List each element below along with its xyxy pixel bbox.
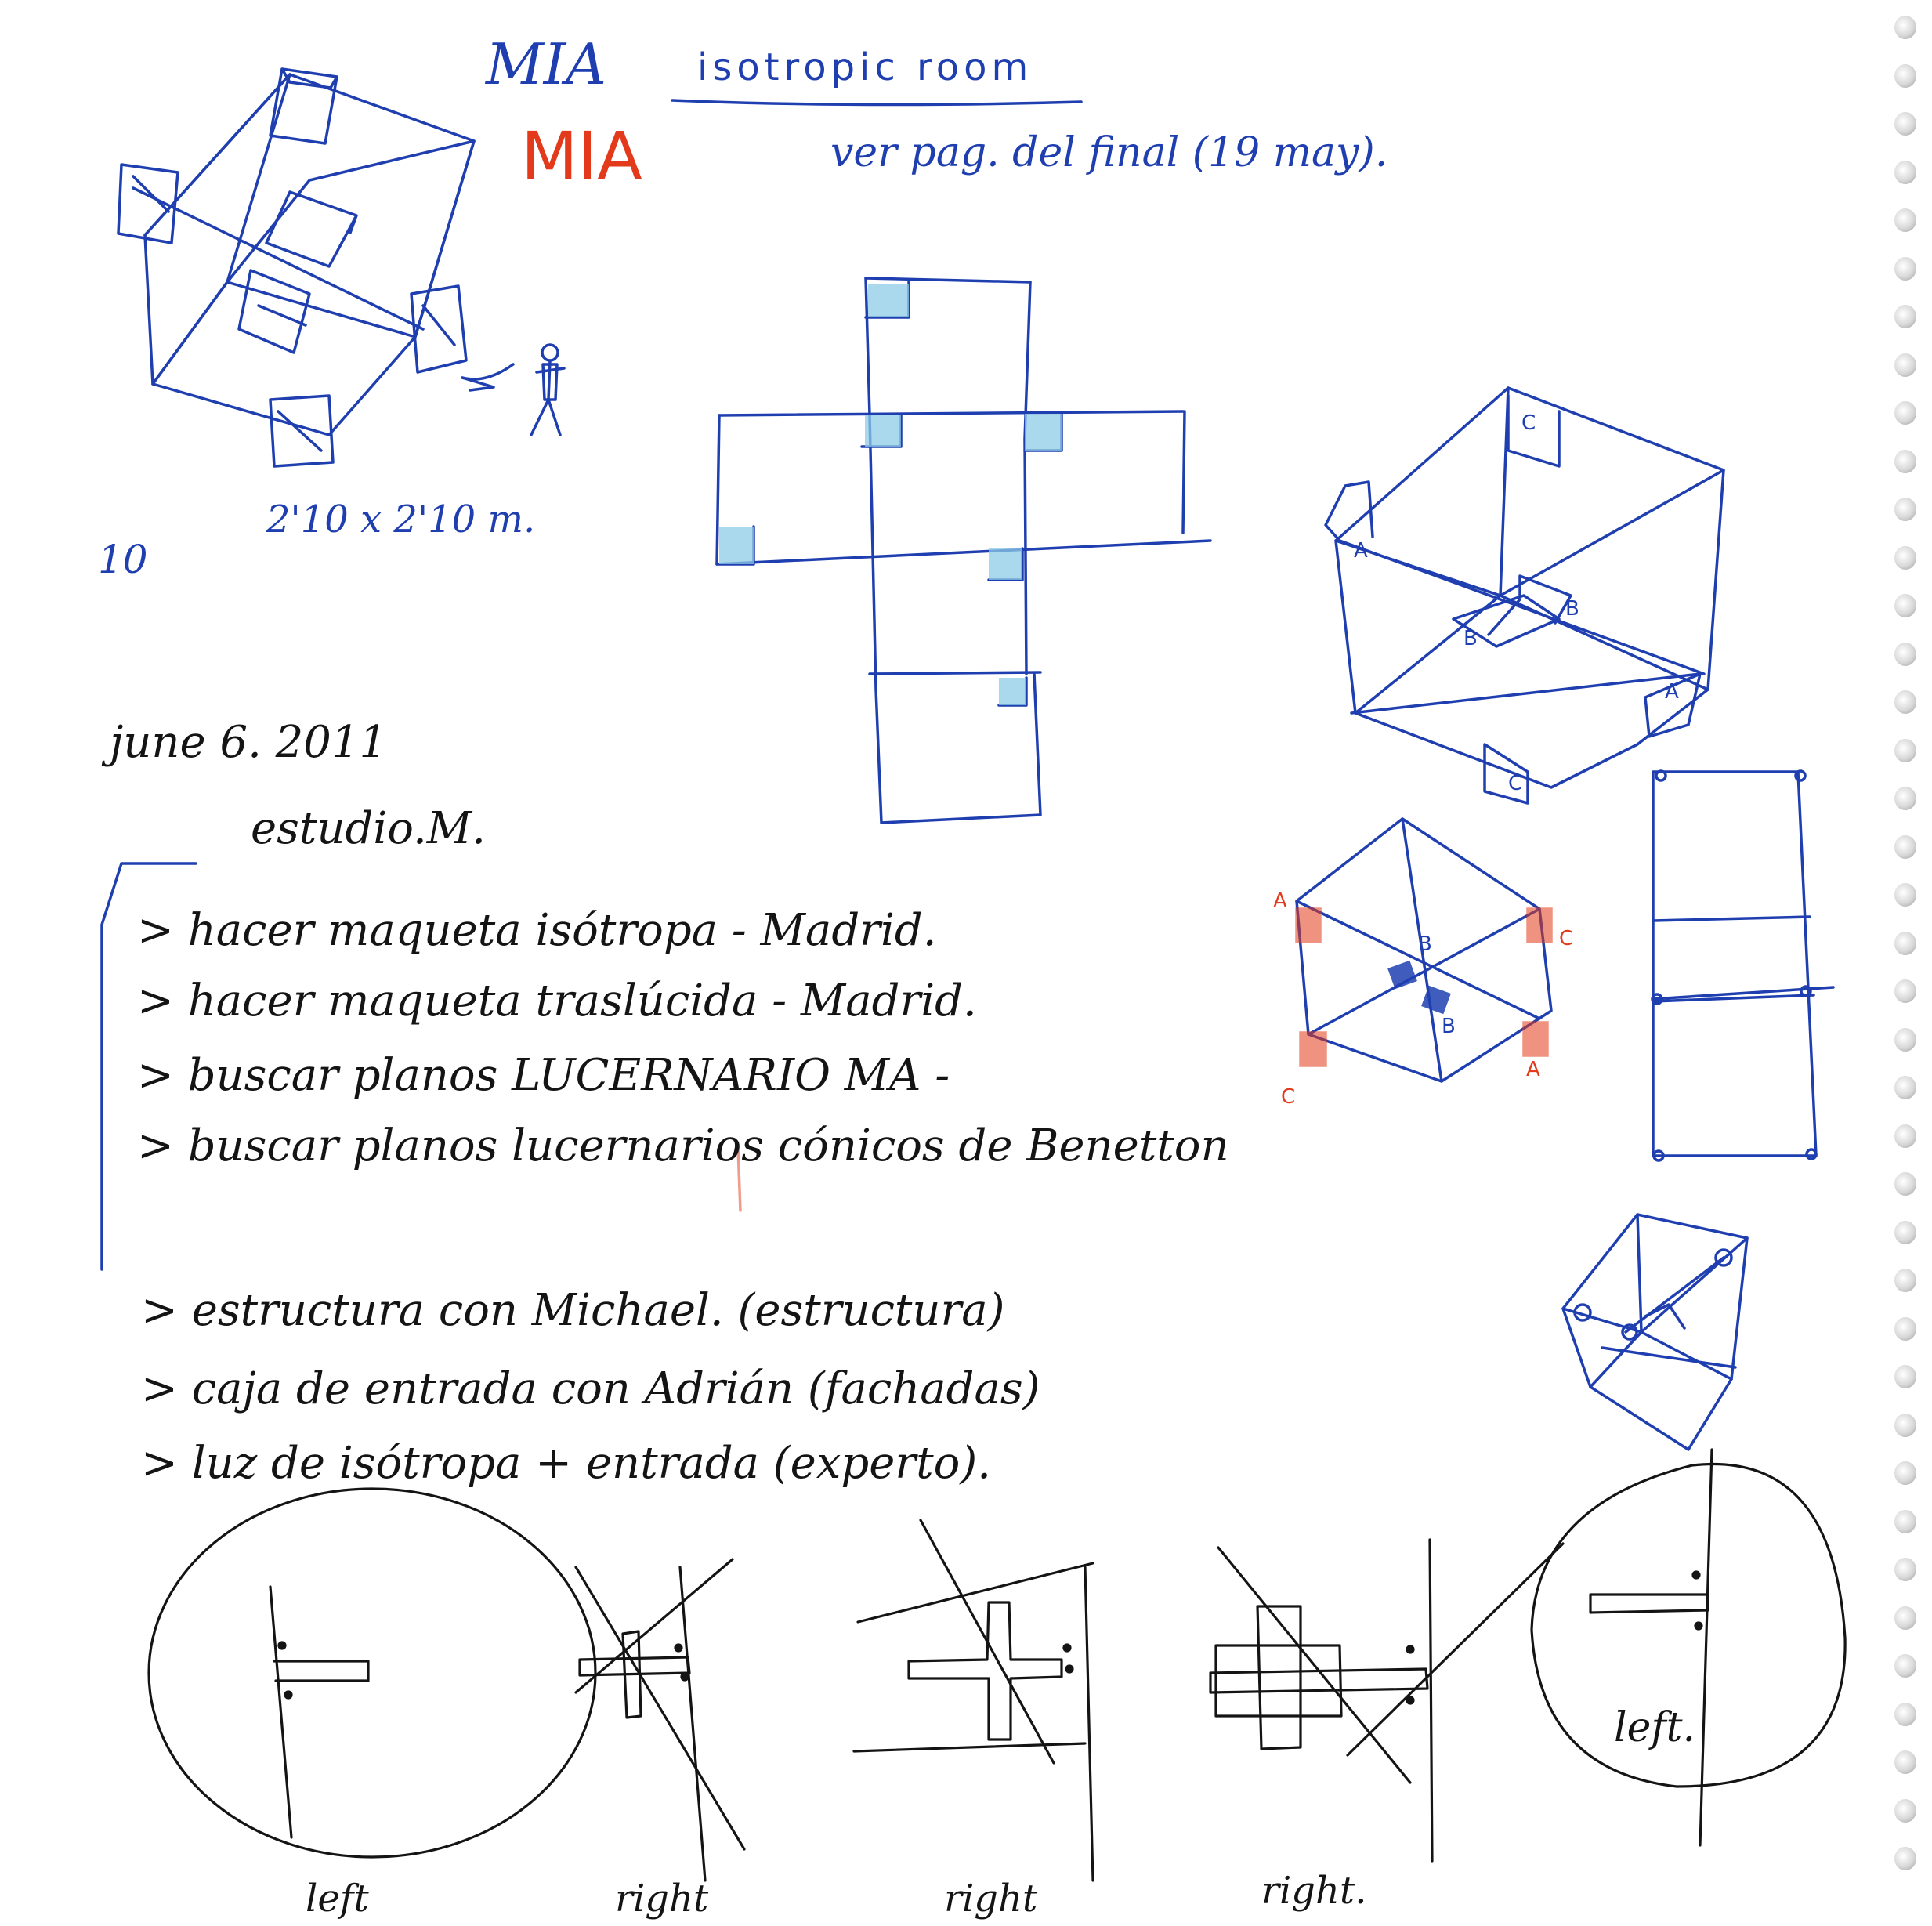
task-item: > luz de isótropa + entrada (experto).: [141, 1438, 991, 1489]
cube-label: C: [1559, 927, 1574, 950]
plan-label: left: [306, 1877, 369, 1921]
cube-label: C: [1281, 1085, 1296, 1109]
plan-label: right: [944, 1877, 1038, 1921]
plan-diagram-right-3: [1210, 1540, 1563, 1861]
plan-label: left.: [1614, 1704, 1696, 1751]
task-item: > hacer maqueta traslúcida - Madrid.: [137, 976, 977, 1026]
cube-label: B: [1463, 627, 1478, 650]
cube-label: C: [1521, 411, 1536, 435]
project-title: MIA: [486, 31, 607, 97]
cube-label: B: [1418, 932, 1432, 956]
task-item: > caja de entrada con Adrián (fachadas): [141, 1363, 1040, 1414]
cube-label: A: [1526, 1058, 1540, 1081]
cube-label: A: [1273, 889, 1287, 913]
cube-label: A: [1354, 539, 1368, 563]
task-item: > hacer maqueta isótropa - Madrid.: [137, 905, 937, 956]
cube-label: C: [1508, 772, 1523, 795]
page-number: 10: [98, 537, 148, 582]
plan-label: right.: [1261, 1869, 1367, 1913]
cube-label: B: [1565, 597, 1579, 621]
date-heading: june 6. 2011: [110, 717, 388, 768]
task-item: > buscar planos LUCERNARIO MA -: [137, 1050, 950, 1101]
project-subtitle: isotropic room: [697, 45, 1033, 89]
plan-label: right: [615, 1877, 709, 1921]
task-item: > buscar planos lucernarios cónicos de Benetton: [137, 1120, 1229, 1171]
plan-diagram-right-2: [854, 1520, 1093, 1881]
red-project-label: MIA: [521, 118, 642, 194]
task-item: > estructura con Michael. (estructura): [141, 1285, 1005, 1336]
studio-name: estudio.M.: [251, 803, 486, 854]
dimension-note: 2'10 x 2'10 m.: [266, 498, 536, 541]
cube-label: A: [1665, 680, 1679, 704]
page-reference-note: ver pag. del final (19 may).: [830, 129, 1388, 176]
cube-label: B: [1442, 1015, 1456, 1038]
plan-diagram-left-2: [1532, 1450, 1845, 1845]
plan-diagram-left: [149, 1489, 595, 1857]
plan-diagram-right-1: [576, 1559, 744, 1881]
